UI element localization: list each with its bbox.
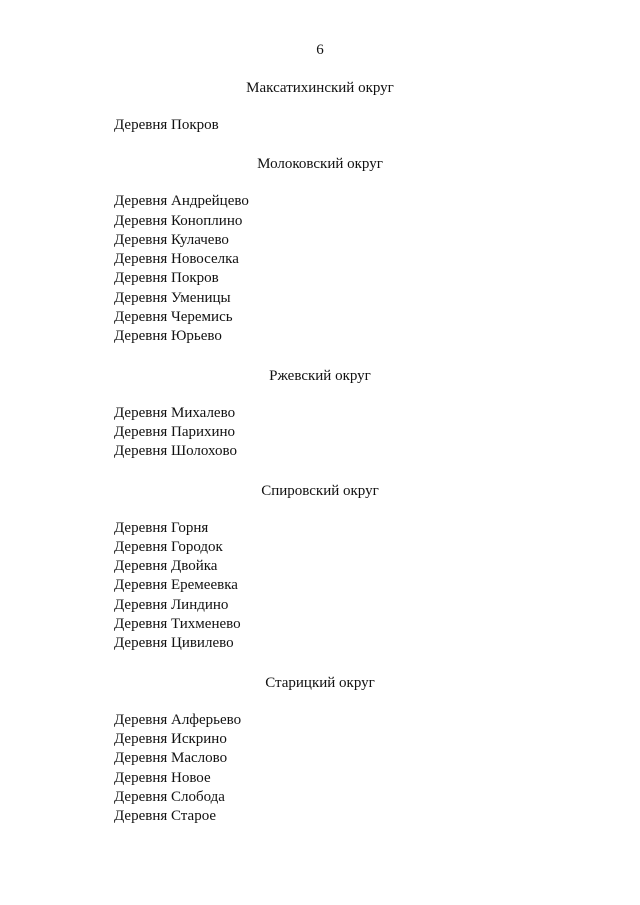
village-item: Деревня Тихменево xyxy=(114,616,241,633)
village-item: Деревня Шолохово xyxy=(114,443,237,460)
village-item: Деревня Двойка xyxy=(114,558,218,575)
village-item: Деревня Алферьево xyxy=(114,711,242,728)
page-number: 6 xyxy=(316,42,324,58)
village-item: Деревня Покров xyxy=(114,270,219,287)
village-list xyxy=(114,711,526,827)
village-item: Деревня Кулачево xyxy=(114,231,229,248)
village-item: Деревня Юрьево xyxy=(114,328,222,345)
district-section-molokovo xyxy=(114,154,526,346)
village-item: Деревня Михалево xyxy=(114,404,236,421)
village-item: Деревня Андрейцево xyxy=(114,193,249,210)
district-section-rzhev xyxy=(114,366,526,462)
village-item: Деревня Линдино xyxy=(114,596,229,613)
district-list xyxy=(114,78,526,826)
village-item: Деревня Еремеевка xyxy=(114,577,238,594)
village-item: Деревня Маслово xyxy=(114,750,228,767)
village-item: Деревня Искрино xyxy=(114,730,227,747)
village-item: Деревня Коноплино xyxy=(114,212,243,229)
village-item: Деревня Парихино xyxy=(114,423,236,440)
district-title: Спировский округ xyxy=(261,482,379,499)
district-title: Максатихинский округ xyxy=(246,80,394,96)
village-item: Деревня Покров xyxy=(114,117,219,133)
district-title: Ржевский округ xyxy=(269,367,371,384)
village-item: Деревня Черемись xyxy=(114,309,233,326)
district-title: Молоковский округ xyxy=(257,156,383,173)
village-list xyxy=(114,192,526,346)
village-item: Деревня Цивилево xyxy=(114,635,234,652)
village-item: Деревня Новоселка xyxy=(114,251,239,268)
village-list xyxy=(114,404,526,462)
district-title: Старицкий округ xyxy=(265,674,375,691)
village-item: Деревня Старое xyxy=(114,808,217,825)
village-list xyxy=(114,116,526,135)
village-item: Деревня Слобода xyxy=(114,788,225,805)
district-section-spirovo xyxy=(114,481,526,654)
village-item: Деревня Новое xyxy=(114,769,211,786)
village-item: Деревня Горня xyxy=(114,519,209,536)
district-section-maksatikha xyxy=(114,78,526,135)
village-list xyxy=(114,519,526,654)
village-item: Деревня Городок xyxy=(114,538,223,555)
village-item: Деревня Уменицы xyxy=(114,289,231,306)
district-section-staritsa xyxy=(114,673,526,827)
